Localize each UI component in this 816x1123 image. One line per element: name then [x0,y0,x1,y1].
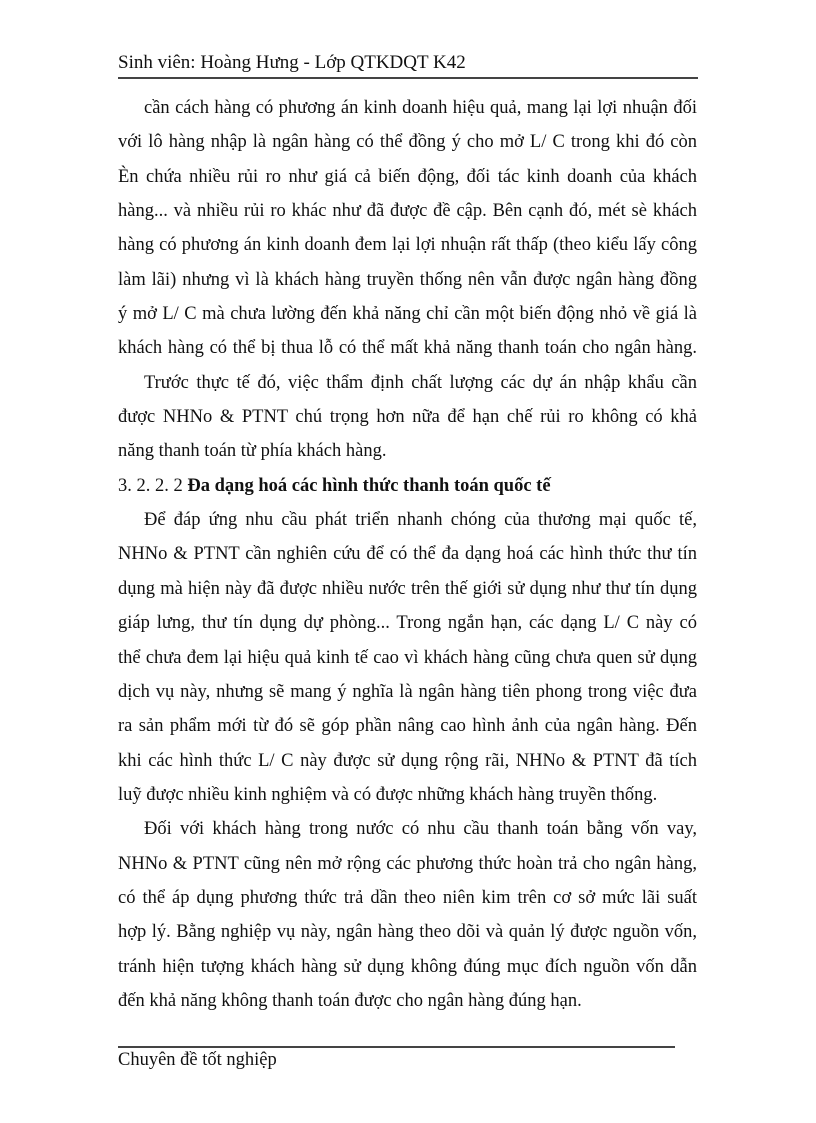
section-number: 3. 2. 2. 2 [118,475,183,496]
page-footer: Chuyên đề tốt nghiệp [118,1050,277,1070]
text-line: khách hàng có thể bị thua lỗ có thể mất khả năng thanh toán cho ngân hàng. [118,338,697,359]
text-line: NHNo & PTNT cũng nên mở rộng các phương thức hoàn trả cho ngân hàng, [118,853,697,874]
text-line: đến khả năng không thanh toán được cho ngân hàng đúng hạn. [118,990,582,1011]
text-line: dịch vụ này, nhưng sẽ mang ý nghĩa là ngân hàng tiên phong trong việc đưa [118,681,697,702]
text-line: tránh hiện tượng khách hàng sử dụng không đúng mục đích nguồn vốn dẫn [118,956,697,977]
text-line: ra sản phẩm mới từ đó sẽ góp phần nâng cao hình ảnh của ngân hàng. Đến [118,716,697,737]
text-line: với lô hàng nhập là ngân hàng có thể đồng ý cho mở L/ C trong khi đó còn [118,132,697,153]
text-line: được NHNo & PTNT chú trọng hơn nữa để hạn chế rủi ro không có khả [118,407,697,428]
text-line: cần cách hàng có phương án kinh doanh hiệu quả, mang lại lợi nhuận đối [144,98,697,118]
text-line: Đối với khách hàng trong nước có nhu cầu thanh toán bằng vốn vay, [144,819,697,840]
section-title: Đa dạng hoá các hình thức thanh toán quốc tế [187,475,551,496]
text-line: thể chưa đem lại hiệu quả kinh tế cao vì khách hàng cũng chưa quen sử dụng [118,647,697,668]
text-line: ý mở L/ C mà chưa lường đến khả năng chỉ cần một biến động nhỏ về giá là [118,304,697,325]
header-divider [118,77,698,79]
document-body [118,91,697,1018]
text-line: hợp lý. Bằng nghiệp vụ này, ngân hàng theo dõi và quản lý được nguồn vốn, [118,922,697,943]
text-line: Èn chứa nhiều rủi ro như giá cả biến động, đối tác kinh doanh của khách [118,166,697,187]
text-line: có thể áp dụng phương thức trả dần theo niên kim trên cơ sở mức lãi suất [118,887,697,908]
section-heading [118,469,697,503]
text-line: hàng... và nhiều rủi ro khác như đã được đề cập. Bên cạnh đó, mét sè khách [118,201,697,222]
text-line: Để đáp ứng nhu cầu phát triển nhanh chóng của thương mại quốc tế, [144,510,697,531]
text-line: NHNo & PTNT cần nghiên cứu để có thể đa dạng hoá các hình thức thư tín [118,544,697,565]
text-line: luỹ được nhiều kinh nghiệm và có được những khách hàng truyền thống. [118,784,658,805]
text-line: năng thanh toán từ phía khách hàng. [118,441,387,462]
footer-divider [118,1046,675,1048]
text-line: hàng có phương án kinh doanh đem lại lợi nhuận rất thấp (theo kiểu lấy công [118,235,697,256]
text-line: Trước thực tế đó, việc thẩm định chất lượng các dự án nhập khẩu cần [144,372,697,393]
text-line: giáp lưng, thư tín dụng dự phòng... Trong ngắn hạn, các dạng L/ C này có [118,613,697,634]
text-line: dụng mà hiện này đã được nhiều nước trên thế giới sử dụng như thư tín dụng [118,578,697,599]
text-line: khi các hình thức L/ C này được sử dụng rộng rãi, NHNo & PTNT đã tích [118,750,697,771]
page-header: Sinh viên: Hoàng Hưng - Lớp QTKDQT K42 [118,52,466,73]
text-line: làm lãi) nhưng vì là khách hàng truyền thống nên vẫn được ngân hàng đồng [118,269,697,290]
